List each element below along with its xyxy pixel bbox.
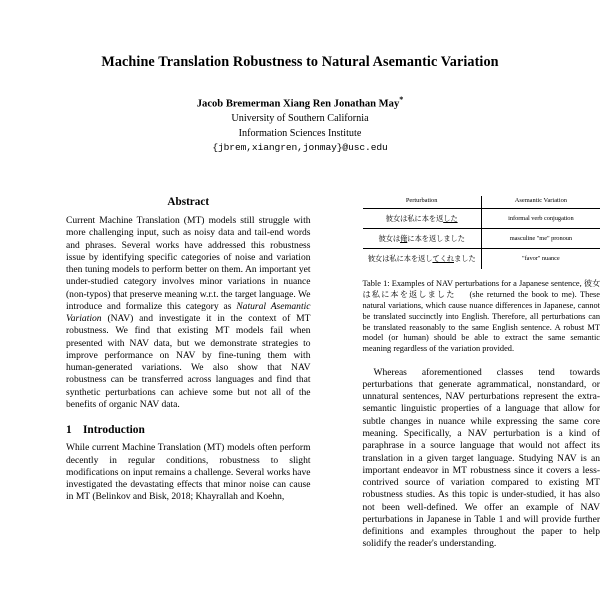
caption-text-part-1: Examples of NAV perturbations for a Japanese sentence, [389, 278, 584, 288]
perturbation-suffix: ました [453, 254, 476, 264]
left-column [66, 196, 311, 551]
section-heading-introduction [66, 424, 311, 436]
cell-asemantic-variation: "favor" nuance [481, 249, 600, 269]
perturbation-prefix: 彼女は私に本を返 [385, 213, 444, 223]
perturbation-prefix: 彼女は私に本を返し [367, 254, 433, 264]
caption-label: Table 1: [362, 278, 390, 288]
perturbation-suffix: に本を返しました [407, 234, 465, 244]
abstract-text-part-1: Current Machine Translation (MT) models still struggle with more challenging input, such as noisy data and tail-end words and phrases. Several works have addressed this robustness issue by identifying specific categories of noise and variation then tuning models to perform better on them. An important yet under-studied category involves minor variations in nuance (non-typos) that preserve meaning w.r.t. the target language. We introduce and formalize this category as [66, 215, 311, 312]
two-column-body [0, 196, 600, 551]
perturbation-underlined: てくれ [432, 254, 454, 264]
cell-perturbation [363, 228, 482, 248]
nav-examples-table [363, 196, 600, 269]
affiliation-line-2: Information Sciences Institute [238, 127, 362, 139]
table-1-caption [363, 278, 600, 355]
page-title: Machine Translation Robustness to Natural Asemantic Variation [101, 54, 499, 70]
right-column [363, 196, 600, 551]
abstract-paragraph [66, 215, 311, 411]
cell-perturbation [363, 249, 482, 269]
perturbation-prefix: 彼女は [378, 234, 401, 244]
author-email: {jbrem,xiangren,jonmay}@usc.edu [212, 142, 388, 154]
table-header-row [363, 196, 600, 208]
author-names: Jacob Bremerman Xiang Ren Jonathan May [196, 98, 400, 110]
table-row [363, 249, 600, 269]
section-number: 1 [66, 424, 72, 437]
section-title: Introduction [83, 424, 145, 437]
introduction-paragraph: While current Machine Translation (MT) models often perform decently in regular conditions, robustness to slight modifications on input remains a challenge. Several works have investigated the devastating effects that minor noise can cause in MT (Belinkov and Bisk, 2018; Khayrallah and Koehn, [66, 442, 311, 503]
cell-asemantic-variation: masculine "me" pronoun [481, 228, 600, 248]
column-header-perturbation: Perturbation [405, 197, 438, 204]
table-row [363, 208, 600, 228]
cell-asemantic-variation: informal verb conjugation [481, 208, 600, 228]
table-1-wrapper [363, 196, 600, 269]
abstract-heading: Abstract [167, 196, 210, 208]
caption-text-part-2: (she returned the book to me). These natural variations, which cause nuance differences in Japanese, cannot be translated succinctly into English. Therefore, all perturbations can be translated reasonably to the same English sentence. A robust MT model (or human) should be able to extract the same semantic meaning regardless of the variation provided. [362, 290, 600, 353]
abstract-text-part-2: (NAV) and investigate it in the context of MT robustness. We find that existing MT models fail when presented with NAV data, but we demonstrate strategies to improve performance on NAV by fine-tuning them with human-generated variations. We also show that NAV robustness can be transferred across languages and find that synthetic perturbations can achieve some but not all of the benefits of organic NAV data. [66, 313, 311, 410]
caption-japanese-sentence: 彼女は私に本を返しました [362, 277, 600, 300]
table-row [363, 228, 600, 248]
affiliation-line-1: University of Southern California [231, 113, 369, 125]
title-block [0, 0, 600, 153]
right-column-body-paragraph: Whereas aforementioned classes tend towards perturbations that generate agrammatical, nonstandard, or unnatural sentences, NAV perturbations represent the extra-semantic linguistic properties of a language that allow for subtle changes in nuance while expressing the same core meaning. Specifically, a NAV perturbation is a kind of paraphrase in a source language that would not affect its translation in a given target language. Studying NAV is an important endeavor in MT robustness since it covers a less-contrived source of variation compared to existing MT robustness studies. As this topic is under-studied, it has also not been well-defined. We offer an example of NAV perturbations in Japanese in Table 1 and will provide further definitions and examples throughout the paper to help solidify the reader's understanding. [362, 366, 600, 550]
column-header-asemantic-variation: Asemantic Variation [481, 196, 600, 208]
author-list [0, 95, 600, 111]
perturbation-underlined: した [443, 213, 458, 223]
author-footnote-marker: * [399, 95, 404, 105]
perturbation-underlined: 俺 [400, 234, 408, 244]
cell-perturbation [363, 208, 482, 228]
abstract-italic-term: Natural Asemantic Variation [66, 300, 311, 325]
